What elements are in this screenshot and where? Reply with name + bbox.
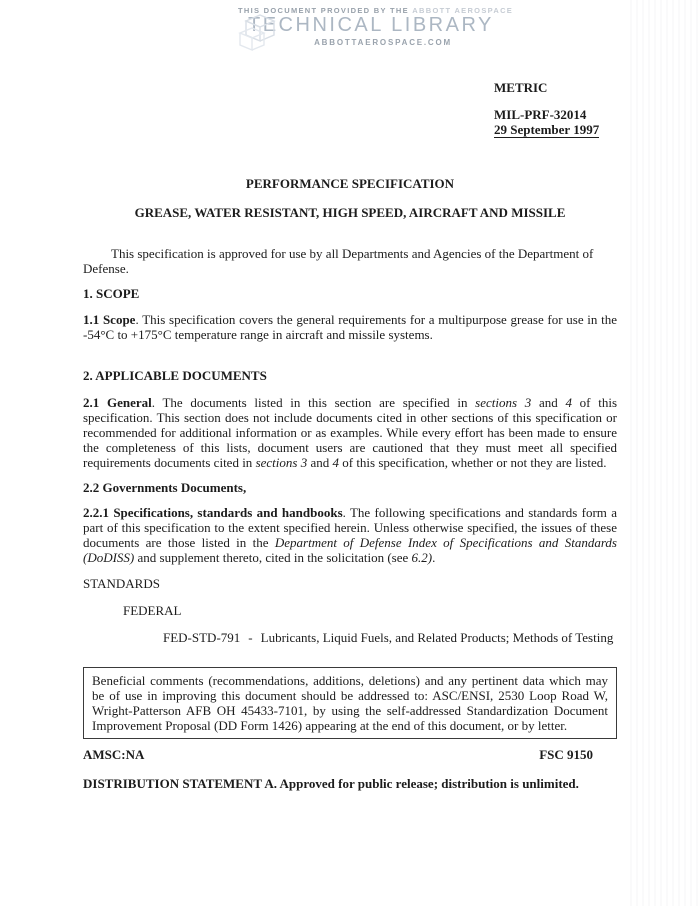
paragraph-2-1-text: and — [307, 455, 333, 470]
paragraph-1-1-label: 1.1 Scope — [83, 312, 136, 327]
italic-ref-4: 4 — [332, 455, 339, 470]
doc-title-block — [0, 176, 700, 220]
paragraph-2-2-1-text: and supplement thereto, cited in the solicitation (see — [134, 550, 412, 565]
amsc-code: AMSC:NA — [83, 747, 145, 762]
section-2-2-heading: 2.2 Governments Documents, — [83, 480, 247, 495]
paragraph-2-1-text: of this specification. This section does not include documents cited in other sections of this specification or recommended for additional information or as examples. While every effort has been made to ensure the completeness of this lists, document users are cautioned that they must meet all specified requirements documents cited in — [83, 395, 617, 470]
fed-std-description: Lubricants, Liquid Fuels, and Related Products; Methods of Testing — [260, 630, 614, 645]
fed-std-number: FED-STD-791 — [163, 630, 241, 645]
paragraph-2-1-text: . The documents listed in this section are specified in — [151, 395, 476, 410]
doc-date: 29 September 1997 — [494, 122, 600, 137]
metric-label: METRIC — [494, 80, 548, 95]
doc-number: MIL-PRF-32014 — [494, 107, 587, 122]
beneficial-comments-box: Beneficial comments (recommendations, additions, deletions) and any pertinent data which may be of use in improving this document should be addressed to: ASC/ENSI, 2530 Loop Road W, Wright-Patterson AFB OH 45433-7101, by using the self-addressed Standardization Document Improvement Proposal (DD Form 1426) appearing at the end of this document, or by letter. — [83, 667, 617, 739]
fsc-code: FSC 9150 — [539, 747, 593, 762]
paragraph-2-1-label: 2.1 General — [83, 395, 152, 410]
paragraph-2-2-1-label: 2.2.1 Specifications, standards and handbooks — [83, 505, 343, 520]
italic-ref-4: 4 — [565, 395, 572, 410]
doc-meta-block — [494, 80, 599, 138]
paragraph-1-1-text: . This specification covers the general requirements for a multipurpose grease for use in the -54°C to +175°C temperature range in aircraft and missile systems. — [83, 312, 618, 342]
paragraph-2-1 — [83, 395, 617, 470]
italic-ref-6-2: 6.2) — [411, 550, 433, 565]
brand-provided-name: ABBOTT AEROSPACE — [412, 6, 514, 15]
brand-provided-prefix: THIS DOCUMENT PROVIDED BY THE — [238, 6, 409, 15]
footer-code-row — [83, 747, 617, 762]
brand-website: ABBOTTAEROSPACE.COM — [314, 38, 452, 47]
standards-label: STANDARDS — [83, 576, 160, 591]
paragraph-2-1-text: and — [531, 395, 566, 410]
brand-library-title: TECHNICAL LIBRARY — [248, 14, 494, 36]
distribution-statement: DISTRIBUTION STATEMENT A. Approved for public release; distribution is unlimited. — [83, 776, 579, 791]
section-1-heading: 1. SCOPE — [83, 286, 140, 301]
paragraph-2-2-1 — [83, 505, 617, 565]
italic-ref-sections-3: sections 3 — [475, 395, 532, 410]
italic-ref-dodiss: Department of Defense Index of Specifications and Standards (DoDISS) — [83, 535, 617, 565]
section-2-heading: 2. APPLICABLE DOCUMENTS — [83, 368, 267, 383]
paragraph-1-1 — [83, 312, 617, 342]
paragraph-2-2-1-text: . — [432, 550, 436, 565]
doc-title-line1: PERFORMANCE SPECIFICATION — [245, 176, 455, 191]
abbott-cube-logo-icon — [236, 9, 282, 58]
approval-statement: This specification is approved for use by all Departments and Agencies of the Department of Defense. — [83, 246, 594, 276]
italic-ref-sections-3: sections 3 — [255, 455, 308, 470]
scan-noise-overlay — [630, 0, 700, 906]
paragraph-2-1-text: of this specification, whether or not they are listed. — [338, 455, 607, 470]
paragraph-2-2-1-text: . The following specifications and standards form a part of this specification to the extent specified herein. Unless otherwise specified, the issues of these documents are those listed in the — [83, 505, 617, 550]
doc-title-line2: GREASE, WATER RESISTANT, HIGH SPEED, AIRCRAFT AND MISSILE — [134, 205, 566, 220]
federal-label: FEDERAL — [123, 603, 182, 618]
brand-header — [236, 3, 516, 50]
fed-std-dash: - — [248, 630, 253, 645]
fed-std-791-entry — [163, 630, 697, 645]
